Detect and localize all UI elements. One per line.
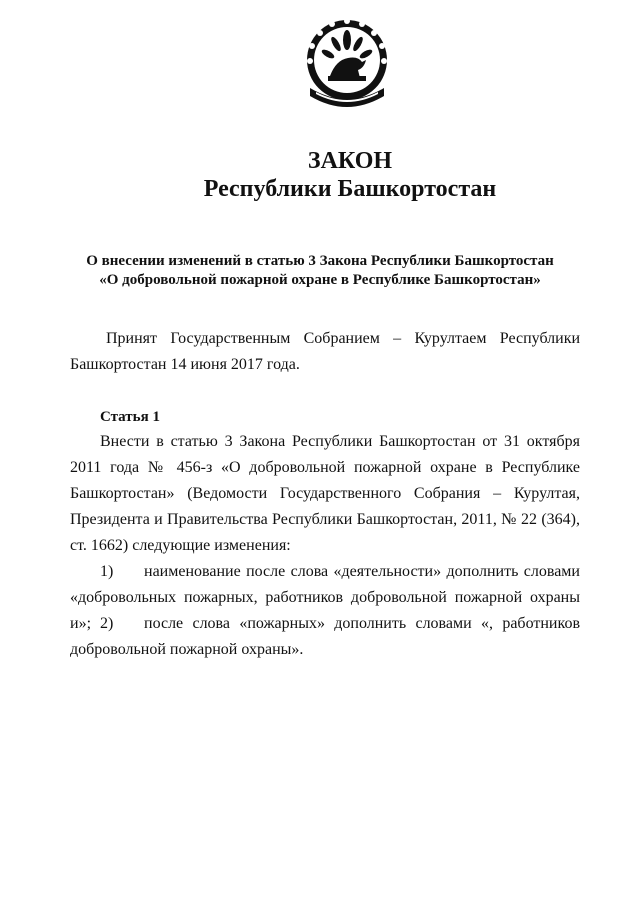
adoption-word: Принят [106,330,158,347]
document-title-issuer: Республики Башкортостан [203,176,497,202]
article-intro-line: Башкортостан» (Ведомости Государственного Собрания – Курултая, [70,485,580,502]
list-item-text: наименование после слова «деятельности» дополнить словами [144,563,580,580]
adoption-word: Курултаем [414,330,487,347]
adoption-word: Республики [499,330,581,347]
list-item-text: после слова «пожарных» дополнить словами «, работников [144,615,580,632]
adoption-word: Государственным [170,330,291,347]
list-item-continuation: добровольной пожарной охраны». [70,641,304,658]
article-intro-line: ст. 1662) следующие изменения: [70,537,291,554]
adoption-line1 [70,326,580,352]
list-item [70,559,580,585]
document-subject-line1: О внесении изменений в статью 3 Закона Республики Башкортостан [86,253,554,269]
article-intro-line: Президента и Правительства Республики Башкортостан, 2011, № 22 (364), [70,511,580,528]
list-item [70,611,580,637]
list-item-continuation: «добровольных пожарных, работников добровольной пожарной охраны и»; [70,589,580,632]
adoption-word: Собранием [303,330,380,347]
document-subject-line2: «О добровольной пожарной охране в Республике Башкортостан» [99,272,541,288]
article-intro-line: 2011 года № 456-з «О добровольной пожарной охране в Республике [70,459,580,476]
list-item-marker: 2) [100,615,114,632]
adoption-line2: Башкортостан 14 июня 2017 года. [70,356,300,373]
list-item-marker: 1) [100,563,114,580]
bashkortostan-coat-of-arms-icon [300,14,394,114]
document-title: ЗАКОН [307,148,393,174]
article-heading: Статья 1 [100,409,160,425]
adoption-word: – [393,330,402,347]
article-intro-line: Внести в статью 3 Закона Республики Башкортостан от 31 октября [100,433,580,450]
